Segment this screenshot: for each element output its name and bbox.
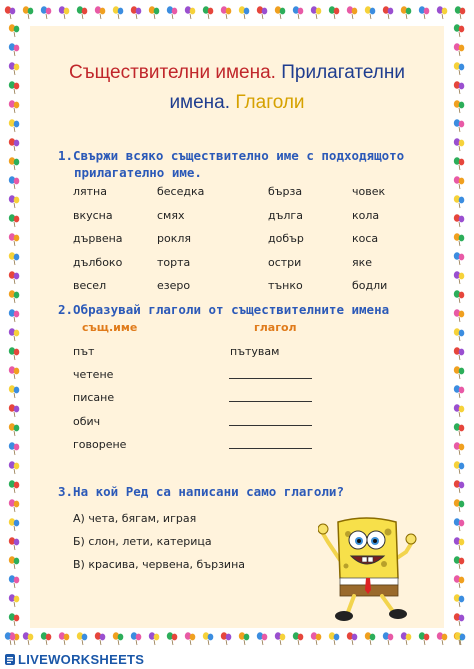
balloon-icon: [454, 366, 465, 379]
task1-word[interactable]: бърза: [268, 185, 303, 198]
liveworksheets-logo-text[interactable]: LIVEWORKSHEETS: [18, 652, 145, 667]
task2-verb-answer: пътувам: [230, 345, 280, 358]
task3-option-c[interactable]: В) красива, червена, бързина: [73, 558, 246, 571]
balloon-icon: [9, 233, 19, 246]
balloon-icon: [9, 575, 19, 588]
liveworksheets-logo-icon: [4, 653, 16, 666]
task2-header-noun: същ.име: [82, 321, 138, 334]
balloon-icon: [293, 632, 304, 645]
task1-word[interactable]: бодли: [352, 279, 388, 292]
task1-word[interactable]: тънко: [268, 279, 303, 292]
balloon-icon: [9, 366, 19, 379]
task1-word[interactable]: весел: [73, 279, 107, 292]
balloon-icon: [131, 632, 142, 645]
balloon-icon: [131, 6, 142, 19]
balloon-icon: [167, 6, 178, 19]
balloon-icon: [454, 594, 465, 607]
balloon-icon: [9, 100, 19, 113]
balloon-icon: [454, 480, 465, 493]
task2-answer-field[interactable]: [229, 378, 312, 379]
balloon-icon: [454, 309, 465, 322]
task1-word[interactable]: остри: [268, 256, 302, 269]
balloon-icon: [9, 252, 19, 265]
task1-word[interactable]: добър: [268, 232, 304, 245]
balloon-icon: [257, 632, 268, 645]
balloon-icon: [9, 138, 19, 151]
balloon-icon: [437, 632, 448, 645]
task2-noun: писане: [73, 391, 115, 404]
balloon-icon: [454, 271, 465, 284]
balloon-icon: [454, 138, 465, 151]
balloon-icon: [221, 632, 232, 645]
balloon-icon: [149, 632, 160, 645]
task2-question: 2.Образувай глаголи от съществителните имена: [58, 302, 390, 317]
balloon-icon: [9, 347, 19, 360]
task1-word[interactable]: торта: [157, 256, 191, 269]
task2-noun: път: [73, 345, 95, 358]
balloon-icon: [9, 442, 19, 455]
balloon-icon: [454, 176, 465, 189]
balloon-icon: [95, 632, 105, 645]
task2-noun: обич: [73, 415, 101, 428]
title-verbs: Глаголи: [235, 92, 305, 113]
balloon-icon: [9, 518, 19, 531]
balloon-icon: [9, 499, 19, 512]
task3-option-a[interactable]: А) чета, бягам, играя: [73, 512, 197, 525]
balloon-icon: [329, 6, 340, 19]
balloon-icon: [311, 6, 322, 19]
balloon-icon: [95, 6, 105, 19]
balloon-icon: [454, 233, 465, 246]
balloon-icon: [239, 6, 250, 19]
balloon-icon: [113, 6, 123, 19]
balloon-icon: [293, 6, 304, 19]
task2-header-verb: глагол: [254, 321, 297, 334]
balloon-icon: [41, 632, 52, 645]
task1-word[interactable]: човек: [352, 185, 386, 198]
balloon-icon: [9, 62, 19, 75]
balloon-icon: [454, 461, 465, 474]
balloon-icon: [454, 157, 465, 170]
balloon-icon: [454, 62, 465, 75]
balloon-icon: [185, 632, 196, 645]
balloon-icon: [77, 6, 87, 19]
balloon-icon: [59, 632, 70, 645]
balloon-icon: [454, 404, 465, 417]
balloon-icon: [454, 518, 465, 531]
balloon-border-left-icon: [0, 0, 30, 650]
balloon-icon: [347, 632, 358, 645]
balloon-icon: [365, 6, 376, 19]
balloon-icon: [454, 119, 465, 132]
task2-answer-field[interactable]: [229, 425, 312, 426]
page-title-line1: [30, 61, 444, 85]
task3-question: 3.На кой Ред са написани само глаголи?: [58, 484, 344, 499]
balloon-icon: [9, 24, 19, 37]
balloon-icon: [9, 613, 19, 626]
balloon-icon: [9, 461, 19, 474]
task2-noun: четене: [73, 368, 114, 381]
task2-answer-field[interactable]: [229, 401, 312, 402]
balloon-icon: [454, 442, 465, 455]
task1-word[interactable]: беседка: [157, 185, 205, 198]
task1-word[interactable]: дълга: [268, 209, 303, 222]
balloon-icon: [9, 423, 19, 436]
balloon-icon: [454, 252, 465, 265]
task1-word[interactable]: вкусна: [73, 209, 113, 222]
balloon-icon: [239, 632, 250, 645]
balloon-icon: [257, 6, 268, 19]
balloon-icon: [203, 632, 214, 645]
balloon-icon: [275, 632, 286, 645]
title-nouns: Съществителни имена.: [68, 62, 276, 83]
spongebob-illustration-icon: [318, 512, 418, 628]
balloon-icon: [9, 81, 19, 94]
title-adjectives: Прилагателни: [281, 62, 406, 83]
balloon-icon: [454, 347, 465, 360]
balloon-icon: [9, 195, 19, 208]
balloon-icon: [9, 214, 19, 227]
balloon-icon: [401, 632, 412, 645]
balloon-icon: [454, 100, 465, 113]
balloon-icon: [401, 6, 412, 19]
balloon-icon: [9, 328, 19, 341]
page-title-line2: [30, 91, 444, 115]
balloon-icon: [419, 6, 430, 19]
balloon-icon: [9, 480, 19, 493]
task1-word[interactable]: кола: [352, 209, 380, 222]
balloon-icon: [454, 195, 465, 208]
balloon-icon: [9, 537, 19, 550]
task1-word[interactable]: лятна: [73, 185, 107, 198]
balloon-icon: [347, 6, 358, 19]
balloon-icon: [9, 176, 19, 189]
balloon-icon: [454, 214, 465, 227]
balloon-icon: [9, 119, 19, 132]
balloon-icon: [9, 271, 19, 284]
balloon-icon: [113, 632, 123, 645]
task1-word[interactable]: коса: [352, 232, 379, 245]
balloon-icon: [455, 632, 466, 645]
balloon-icon: [203, 6, 214, 19]
task1-word[interactable]: езеро: [157, 279, 191, 292]
balloon-icon: [365, 632, 376, 645]
task1-word[interactable]: дълбоко: [73, 256, 123, 269]
balloon-icon: [454, 328, 465, 341]
balloon-icon: [383, 6, 394, 19]
balloon-icon: [221, 6, 232, 19]
balloon-icon: [59, 6, 70, 19]
balloon-icon: [419, 632, 430, 645]
balloon-icon: [23, 632, 34, 645]
balloon-icon: [454, 537, 465, 550]
task1-word[interactable]: смях: [157, 209, 185, 222]
balloon-icon: [454, 43, 465, 56]
balloon-icon: [9, 594, 19, 607]
task1-word[interactable]: дървена: [73, 232, 123, 245]
balloon-icon: [454, 575, 465, 588]
balloon-icon: [454, 385, 465, 398]
balloon-icon: [9, 157, 19, 170]
balloon-icon: [9, 556, 19, 569]
balloon-icon: [9, 43, 19, 56]
task2-noun: говорене: [73, 438, 127, 451]
balloon-border-bottom-icon: [0, 628, 474, 650]
balloon-icon: [149, 6, 160, 19]
task1-question-line2: прилагателно име.: [74, 165, 202, 180]
balloon-icon: [311, 632, 322, 645]
balloon-icon: [454, 423, 465, 436]
task1-word[interactable]: яке: [352, 256, 373, 269]
balloon-border-top-icon: [0, 0, 474, 26]
balloon-border-right-icon: [444, 0, 474, 650]
task1-question-line1: 1.Свържи всяко съществително име с подходящото: [58, 148, 405, 163]
balloon-icon: [77, 632, 87, 645]
balloon-icon: [5, 632, 15, 645]
balloon-icon: [454, 613, 465, 626]
task2-answer-field[interactable]: [229, 448, 312, 449]
balloon-icon: [454, 556, 465, 569]
balloon-icon: [185, 6, 196, 19]
balloon-icon: [41, 6, 52, 19]
balloon-icon: [454, 499, 465, 512]
balloon-icon: [454, 290, 465, 303]
task1-word[interactable]: рокля: [157, 232, 192, 245]
balloon-icon: [454, 81, 465, 94]
balloon-icon: [9, 385, 19, 398]
balloon-icon: [9, 290, 19, 303]
title-adjectives-cont: имена.: [169, 92, 231, 113]
task3-option-b[interactable]: Б) слон, лети, катерица: [73, 535, 212, 548]
balloon-icon: [454, 24, 465, 37]
balloon-icon: [9, 309, 19, 322]
balloon-icon: [383, 632, 394, 645]
balloon-icon: [329, 632, 340, 645]
balloon-icon: [167, 632, 178, 645]
balloon-icon: [275, 6, 286, 19]
balloon-icon: [9, 404, 19, 417]
